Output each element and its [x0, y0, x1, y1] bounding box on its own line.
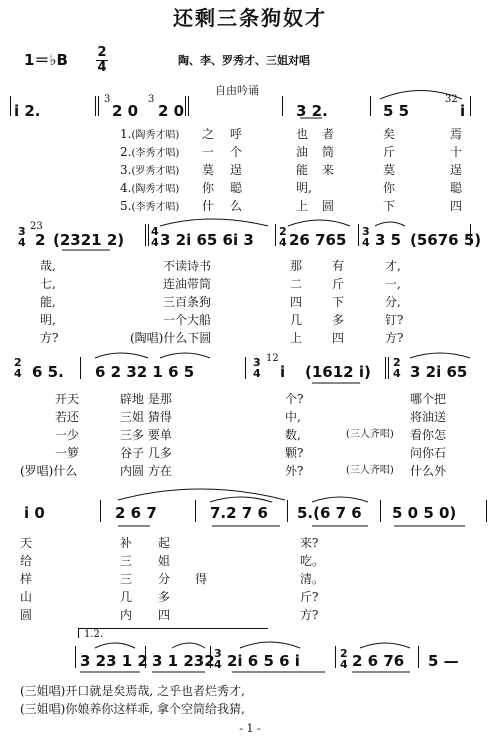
- lyric: 三: [120, 554, 133, 568]
- lyric: 钉?: [385, 313, 404, 327]
- note-group: 2: [35, 231, 46, 249]
- lyric: 斤?: [300, 590, 319, 604]
- lyric: 四: [290, 295, 303, 309]
- lyric: 三: [120, 572, 133, 586]
- lyric: 内圆 方在: [120, 464, 172, 478]
- lyric: 补: [120, 536, 133, 550]
- note-group: 5 0 5 0): [392, 504, 457, 522]
- lyric-char: 斤: [383, 145, 396, 159]
- lyric-char: 者: [322, 127, 335, 141]
- verse-singer: (陶秀才唱): [131, 130, 180, 141]
- time-change: 2 4: [279, 225, 287, 249]
- lyric-char: 莫: [202, 163, 215, 177]
- note-group: 3 2i 65 6i 3: [160, 231, 254, 249]
- note-group: 5 5: [383, 102, 410, 120]
- lyric-char: 呼: [230, 127, 243, 141]
- note-group: (5676 5): [410, 231, 482, 249]
- note-group: 2i 6 5 6 i: [227, 652, 300, 670]
- lyric: 二: [290, 277, 303, 291]
- verse-number: 1.: [120, 127, 132, 141]
- lyric: 样: [20, 572, 33, 586]
- verse-singer: (李秀才唱): [131, 202, 180, 213]
- verse-number: 5.: [120, 199, 132, 213]
- lyric-char: 逞: [450, 163, 463, 177]
- lyric: 吃。: [300, 554, 325, 568]
- time-change: 2 4: [393, 356, 401, 380]
- lyric: 得: [195, 572, 208, 586]
- time-change: 3 4: [362, 225, 370, 249]
- lyric: 中,: [285, 410, 301, 424]
- lyric-char: 焉: [450, 127, 463, 141]
- lyric: 方?: [40, 331, 59, 345]
- lyric-char: 能: [296, 163, 309, 177]
- lyric: 起: [158, 536, 171, 550]
- lyric: 姐: [158, 554, 171, 568]
- lyric: (陶唱)什么下圆: [130, 331, 212, 345]
- verse-singer: (李秀才唱): [131, 148, 180, 159]
- page-title: 还剩三条狗奴才: [173, 6, 327, 30]
- tempo-marking: 自由吟诵: [215, 84, 259, 97]
- lyric: 四: [332, 331, 345, 345]
- lyric: 七,: [40, 277, 56, 291]
- note-group: 2 6 7: [115, 504, 157, 522]
- verse-number: 3.: [120, 163, 132, 177]
- lyric: 一少: [55, 428, 80, 442]
- lyric: 那: [290, 259, 303, 273]
- lyric: 天: [20, 536, 33, 550]
- grace-note: 3: [104, 94, 111, 105]
- page-number: - 1 -: [239, 722, 261, 735]
- lyric-char: 矣: [383, 127, 396, 141]
- time-signature-bottom: 4: [97, 60, 107, 75]
- note-group: 2 6 76: [352, 652, 405, 670]
- key-signature: 1＝♭B: [24, 51, 68, 69]
- lyric: 斤: [332, 277, 345, 291]
- lyric: 颗?: [285, 446, 304, 460]
- lyric: 多: [332, 313, 345, 327]
- time-change: 3 4: [253, 356, 261, 380]
- lyric-char: 圆: [322, 199, 335, 213]
- lyric: 分,: [385, 295, 401, 309]
- note-group: 3 23 1 2: [80, 652, 148, 670]
- note-group: (2321 2): [53, 231, 125, 249]
- lyric-char: 四: [450, 199, 463, 213]
- lyric: 明,: [40, 313, 56, 327]
- lyric-char: 也: [296, 127, 309, 141]
- note-group: 3 5: [375, 231, 402, 249]
- lyric: 三多 要单: [120, 428, 172, 442]
- lyric: 上: [290, 331, 303, 345]
- lyric: 三姐 猜得: [120, 410, 172, 424]
- lyric-char: 莫: [383, 163, 396, 177]
- lyric-char: 聪: [230, 181, 243, 195]
- lyric: 山: [20, 590, 33, 604]
- verse-number: 2.: [120, 145, 132, 159]
- lyric: 多: [158, 590, 171, 604]
- lyric: 能,: [40, 295, 56, 309]
- note-group: i: [460, 102, 466, 120]
- lyric: 看你怎: [410, 428, 447, 442]
- volta-bracket: 1.2.: [84, 629, 104, 640]
- lyric: 方?: [385, 331, 404, 345]
- note-group: 7.2 7 6: [210, 504, 268, 522]
- lyric: 下: [332, 295, 345, 309]
- lyric: 内: [120, 608, 133, 622]
- lyric-char: 之: [202, 127, 215, 141]
- lyric-char: 来: [322, 163, 335, 177]
- lyric-line: (三姐唱)你娘养你这样乖, 拿个空筒给我猜,: [20, 702, 245, 716]
- verse-singer: (陶秀才唱): [131, 184, 180, 195]
- performers-line: 陶、李、罗秀才、三姐对唱: [178, 54, 310, 67]
- lyric-char: 你: [202, 181, 215, 195]
- lyric-char: 上: [296, 199, 309, 213]
- lyric-char: 一: [202, 145, 215, 159]
- lyric: 哪个把: [410, 392, 447, 406]
- grace-note: 32: [445, 94, 458, 105]
- lyric: 有: [332, 259, 345, 273]
- lyric: 三百条狗: [163, 295, 212, 309]
- lyric: 问你石: [410, 446, 447, 460]
- singer-note: (三人齐唱): [346, 465, 394, 476]
- lyric-char: 个: [230, 145, 243, 159]
- lyric: 什么外: [410, 464, 447, 478]
- lyric: 一,: [385, 277, 401, 291]
- lyric: 一个大船: [163, 313, 212, 327]
- note-group: 2 0: [158, 102, 185, 120]
- lyric: 辟地 是那: [120, 392, 172, 406]
- note-group: 26 765: [289, 231, 347, 249]
- lyric: 给: [20, 554, 33, 568]
- lyric: 圆: [20, 608, 33, 622]
- lyric: 谷子 几多: [120, 446, 172, 460]
- time-change: 3 4: [214, 647, 222, 671]
- note-group: i 0: [24, 504, 45, 522]
- note-group: 6 2 32 1 6 5: [95, 363, 195, 381]
- lyric-char: 筒: [322, 145, 335, 159]
- lyric: 清。: [300, 572, 325, 586]
- lyric: 开天: [55, 392, 80, 406]
- lyric: 方?: [300, 608, 319, 622]
- note-group: 6 5.: [32, 363, 64, 381]
- lyric-char: 逞: [230, 163, 243, 177]
- lyric: 几: [120, 590, 133, 604]
- lyric: 哉,: [40, 259, 56, 273]
- note-group: 3 1 232: [152, 652, 215, 670]
- time-change: 2 4: [14, 356, 22, 380]
- time-change: 2 4: [340, 647, 348, 671]
- lyric: 不读诗书: [163, 259, 212, 273]
- lyric: 外?: [285, 464, 304, 478]
- lyric: 将油送: [410, 410, 447, 424]
- lyric: 若还: [55, 410, 80, 424]
- lyric-char: 明,: [296, 181, 312, 195]
- lyric-char: 你: [383, 181, 396, 195]
- note-group: 3 2.: [296, 102, 328, 120]
- grace-note: 23: [30, 221, 43, 232]
- lyric: 分: [158, 572, 171, 586]
- lyric: (罗唱)什么: [20, 464, 78, 478]
- lyric-char: 下: [383, 199, 396, 213]
- lyric-char: 聪: [450, 181, 463, 195]
- lyric-line: (三姐唱)开口就是矣焉哉, 之乎也者烂秀才,: [20, 684, 245, 698]
- lyric-char: 什: [202, 199, 215, 213]
- lyric: 四: [158, 608, 171, 622]
- singer-note: (三人齐唱): [346, 429, 394, 440]
- verse-singer: (罗秀才唱): [131, 166, 180, 177]
- grace-note: 3: [148, 94, 155, 105]
- lyric: 个?: [285, 392, 304, 406]
- time-change: 4 4: [151, 225, 159, 249]
- lyric-char: 油: [296, 145, 309, 159]
- note-group: 5.(6 7 6: [297, 504, 362, 522]
- time-signature-top: 2: [97, 45, 107, 60]
- lyric: 几: [290, 313, 303, 327]
- grace-note: 12: [266, 353, 279, 364]
- lyric-char: 么: [230, 199, 243, 213]
- lyric: 来?: [300, 536, 319, 550]
- lyric: 才,: [385, 259, 401, 273]
- lyric: 连油带筒: [163, 277, 212, 291]
- note-group: i 2.: [14, 102, 41, 120]
- lyric: 数,: [285, 428, 301, 442]
- note-group: 2 0: [112, 102, 139, 120]
- note-group: 3 2i 65: [410, 363, 468, 381]
- lyric-char: 十: [450, 145, 463, 159]
- verse-number: 4.: [120, 181, 132, 195]
- note-group: i: [280, 363, 286, 381]
- note-group: (1612 i): [305, 363, 371, 381]
- note-group: 5 —: [428, 652, 459, 670]
- time-change: 3 4: [18, 225, 26, 249]
- lyric: 一箩: [55, 446, 80, 460]
